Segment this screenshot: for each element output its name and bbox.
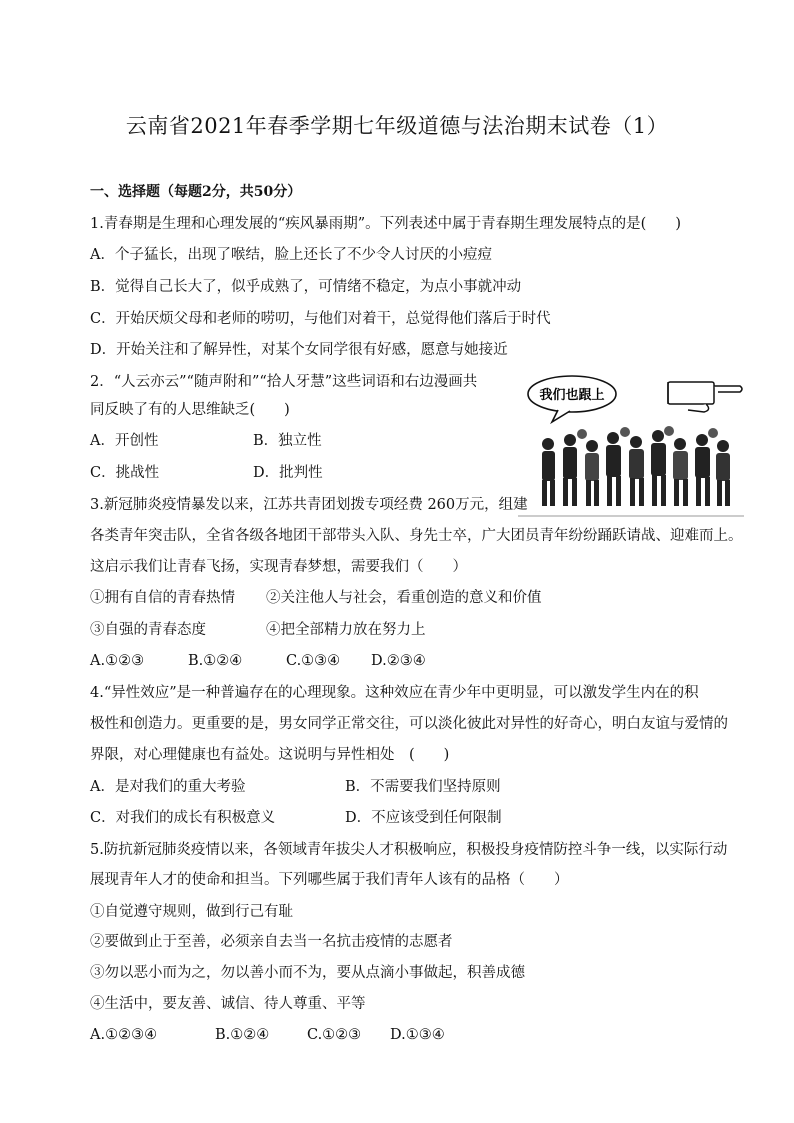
q5-statement-4: ④生活中，要友善、诚信、待人尊重、平等 [90, 996, 366, 1012]
q3-statement-1: ①拥有自信的青春热情 [90, 590, 235, 606]
q3-statement-3: ③自强的青春态度 [90, 622, 206, 638]
q5-stem-line1: 5.防抗新冠肺炎疫情以来，各领域青年拔尖人才积极响应，积极投身疫情防控斗争一线，以实际行动 [90, 842, 728, 858]
q2-option-b: B．独立性 [253, 433, 322, 449]
q3-stem-line3: 这启示我们让青春飞扬，实现青春梦想，需要我们（ ） [90, 559, 467, 575]
pointing-hand-icon [668, 382, 742, 412]
q3-option-c: C.①③④ [286, 653, 341, 669]
q3-statement-4: ④把全部精力放在努力上 [266, 622, 426, 638]
q2-stem-line2: 同反映了有的人思维缺乏( ) [90, 402, 290, 418]
q4-option-d: D．不应该受到任何限制 [345, 810, 502, 826]
q3-stem-line2: 各类青年突击队，全省各级各地团干部带头入队、身先士卒，广大团员青年纷纷踊跃请战、迎难而上。 [90, 528, 743, 544]
cartoon-figure [518, 366, 744, 518]
q4-stem-line3: 界限，对心理健康也有益处。这说明与异性相处 ( ) [90, 747, 450, 763]
q5-statement-1: ①自觉遵守规则，做到行己有耻 [90, 904, 293, 920]
q5-option-d: D.①③④ [390, 1027, 445, 1043]
q5-stem-line2: 展现青年人才的使命和担当。下列哪些属于我们青年人该有的品格（ ） [90, 872, 569, 888]
q1-stem: 1.青春期是生理和心理发展的“疾风暴雨期”。下列表述中属于青春期生理发展特点的是( ) [90, 216, 681, 232]
q4-option-c: C．对我们的成长有积极意义 [90, 810, 276, 826]
cartoon-caption: 我们也跟上 [539, 388, 605, 403]
q4-option-b: B．不需要我们坚持原则 [345, 779, 501, 795]
q4-option-a: A．是对我们的重大考验 [90, 779, 246, 795]
q5-option-b: B.①②④ [215, 1027, 270, 1043]
q2-option-d: D．批判性 [253, 465, 323, 481]
q1-option-c: C．开始厌烦父母和老师的唠叨，与他们对着干，总觉得他们落后于时代 [90, 311, 551, 327]
q1-option-a: A．个子猛长，出现了喉结，脸上还长了不少令人讨厌的小痘痘 [90, 247, 492, 263]
q4-stem-line1: 4.“异性效应”是一种普遍存在的心理现象。这种效应在青少年中更明显，可以激发学生内在的积 [90, 685, 699, 701]
q5-statement-2: ②要做到止于至善，必须亲自去当一名抗击疫情的志愿者 [90, 934, 453, 950]
q5-statement-3: ③勿以恶小而为之，勿以善小而不为，要从点滴小事做起，积善成德 [90, 965, 525, 981]
cartoon-illustration [518, 366, 744, 518]
q2-option-a: A．开创性 [90, 433, 159, 449]
exam-title: 云南省2021年春季学期七年级道德与法治期末试卷（1） [125, 114, 669, 138]
q3-option-d: D.②③④ [371, 653, 426, 669]
q3-stem-line1: 3.新冠肺炎疫情暴发以来，江苏共青团划拨专项经费 260万元，组建 [90, 497, 528, 513]
q1-option-d: D．开始关注和了解异性，对某个女同学很有好感，愿意与她接近 [90, 342, 508, 358]
crowd-of-people [542, 426, 730, 506]
q2-option-c: C．挑战性 [90, 465, 160, 481]
q4-stem-line2: 极性和创造力。更重要的是，男女同学正常交往，可以淡化彼此对异性的好奇心，明白友谊与爱情的 [90, 716, 728, 732]
q3-option-a: A.①②③ [90, 653, 145, 669]
q5-option-c: C.①②③ [307, 1027, 362, 1043]
q3-statement-2: ②关注他人与社会，看重创造的意义和价值 [266, 590, 542, 606]
section-heading: 一、选择题（每题2分，共50分） [90, 184, 302, 200]
q3-option-b: B.①②④ [188, 653, 243, 669]
q2-stem-line1: 2．“人云亦云”“随声附和”“拾人牙慧”这些词语和右边漫画共 [90, 374, 478, 390]
q1-option-b: B．觉得自己长大了，似乎成熟了，可情绪不稳定，为点小事就冲动 [90, 279, 522, 295]
q5-option-a: A.①②③④ [90, 1027, 158, 1043]
